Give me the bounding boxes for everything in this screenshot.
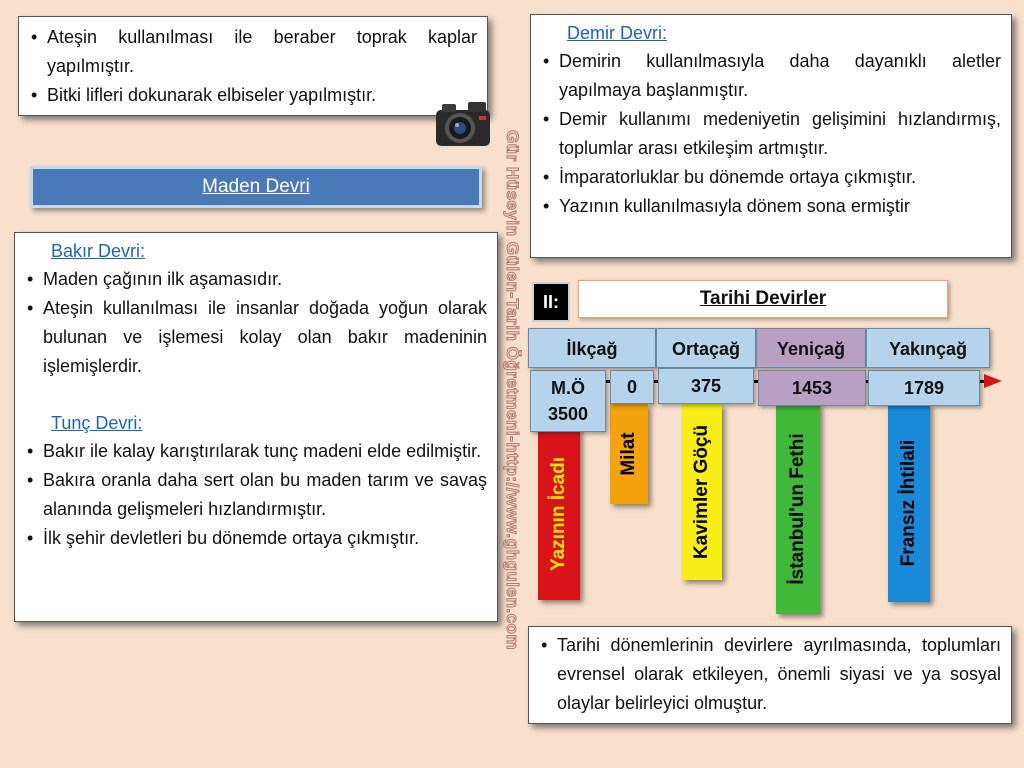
bottom-note-bullet: • Tarihi dönemlerinin devirlere ayrılmasında, toplumları evrensel olarak etkileyen, önemli siyasi ve ya sosyal olaylar belirleyici olmuştur.	[535, 631, 1001, 718]
year-mo-3500: M.Ö 3500	[530, 370, 606, 432]
era-ortacag: Ortaçağ	[656, 328, 756, 368]
tunc-bullet: • Bakır ile kalay karıştırılarak tunç madeni elde edilmiştir.	[21, 437, 487, 466]
event-milat: Milat	[610, 404, 648, 504]
top-note-bullet: • Bitki lifleri dokunarak elbiseler yapılmıştır.	[25, 81, 477, 110]
camera-icon	[432, 96, 494, 152]
demir-devri-heading: Demir Devri:	[567, 23, 668, 43]
year-375: 375	[658, 368, 754, 404]
bakir-bullet: • Ateşin kullanılması ile insanlar doğada yoğun olarak bulunan ve işlemesi kolay olan bakır madeninin işlemişlerdir.	[21, 294, 487, 381]
demir-bullet: • İmparatorluklar bu dönemde ortaya çıkmıştır.	[537, 163, 1001, 192]
demir-devri-box	[530, 14, 1012, 258]
timeline-arrow-icon	[984, 374, 1002, 388]
top-note-box	[18, 16, 488, 116]
bakir-devri-heading: Bakır Devri:	[51, 241, 146, 261]
era-yenicag: Yeniçağ	[756, 328, 866, 368]
event-fransiz-ihtilali: Fransız İhtilali	[888, 404, 930, 602]
event-yazinin-icadi: Yazının İcadı	[538, 428, 580, 600]
year-1453: 1453	[758, 370, 866, 406]
demir-bullet: • Yazının kullanılmasıyla dönem sona ermiştir	[537, 192, 1001, 221]
tunc-bullet: • Bakıra oranla daha sert olan bu maden tarım ve savaş alanında gelişmeleri hızlandırmıştır.	[21, 466, 487, 524]
tunc-bullet: • İlk şehir devletleri bu dönemde ortaya çıkmıştır.	[21, 524, 487, 553]
tarihi-devirler-title: Tarihi Devirler	[699, 288, 827, 309]
watermark-text: Gür Hüseyin Gülen-Tarih Öğretmeni-http://www.ghgulen.com	[503, 129, 522, 651]
maden-devri-title: Maden Devri	[202, 176, 310, 197]
year-0: 0	[610, 370, 654, 404]
year-1789: 1789	[868, 370, 980, 406]
bottom-note-box	[528, 626, 1012, 724]
event-kavimler-gocu: Kavimler Göçü	[682, 404, 722, 580]
demir-bullet: • Demirin kullanılmasıyla daha dayanıklı aletler yapılmaya başlanmıştır.	[537, 47, 1001, 105]
bakir-bullet: • Maden çağının ilk aşamasıdır.	[21, 265, 487, 294]
section-number-text: II:	[543, 292, 559, 312]
tunc-devri-heading: Tunç Devri:	[51, 413, 143, 433]
era-yakincag: Yakınçağ	[866, 328, 990, 368]
bakir-tunc-box	[14, 232, 498, 622]
maden-devri-banner	[30, 166, 482, 208]
section-number	[532, 282, 570, 322]
tarihi-devirler-title-box	[578, 280, 948, 318]
era-ilkcag: İlkçağ	[528, 328, 656, 368]
demir-bullet: • Demir kullanımı medeniyetin gelişimini hızlandırmış, toplumlar arası etkileşim artmıştır.	[537, 105, 1001, 163]
event-istanbulun-fethi: İstanbul'un Fethi	[776, 404, 820, 614]
top-note-bullet: • Ateşin kullanılması ile beraber toprak kaplar yapılmıştır.	[25, 23, 477, 81]
